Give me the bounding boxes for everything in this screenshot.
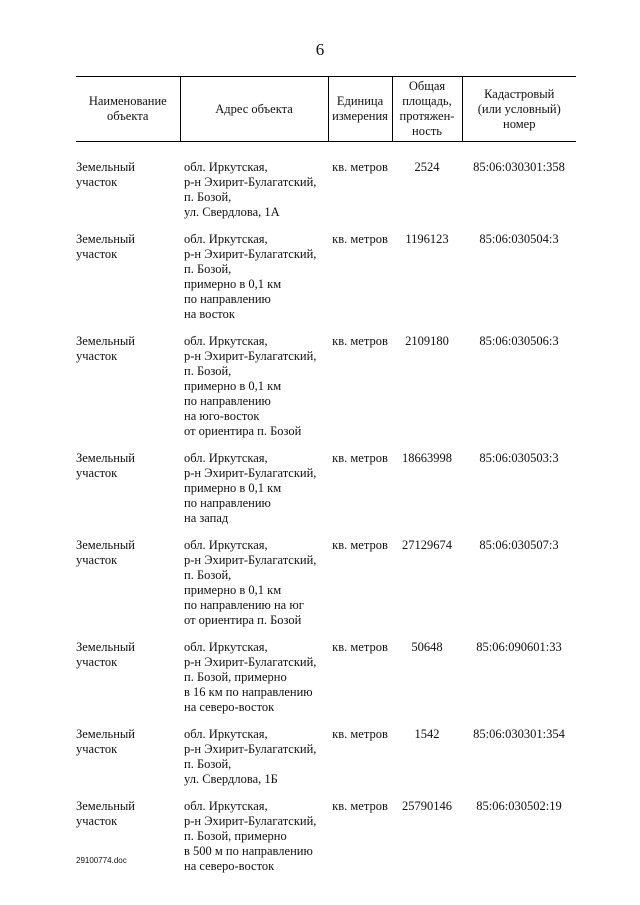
address-cell-line: на юго-восток — [184, 409, 260, 423]
address-cell-line: р-н Эхирит-Булагатский, — [184, 466, 317, 480]
object-name-cell — [76, 799, 180, 886]
area-cell: 18663998 — [402, 451, 452, 465]
header-address — [180, 77, 328, 142]
header-line: площадь, — [402, 94, 452, 108]
address-cell — [180, 538, 328, 640]
footer-doc-name: 29100774.doc — [76, 856, 127, 865]
area-cell: 1542 — [414, 727, 440, 741]
address-cell-line: р-н Эхирит-Булагатский, — [184, 349, 317, 363]
address-cell-line: в 500 м по направлению — [184, 844, 313, 858]
cadastral-number-cell: 85:06:030507:3 — [479, 538, 559, 552]
address-cell-line: обл. Иркутская, — [184, 334, 268, 348]
object-name-cell — [76, 451, 180, 538]
table-row — [76, 538, 576, 640]
address-cell-line: ул. Свердлова, 1А — [184, 205, 280, 219]
address-cell-line: ул. Свердлова, 1Б — [184, 772, 278, 786]
address-cell-line: р-н Эхирит-Булагатский, — [184, 247, 317, 261]
unit-cell: кв. метров — [332, 538, 388, 552]
page-number: 6 — [315, 40, 325, 59]
header-row — [76, 77, 576, 142]
cadastral-number-cell: 85:06:090601:33 — [476, 640, 562, 654]
table-row — [76, 142, 576, 233]
address-cell-line: на запад — [184, 511, 229, 525]
address-cell-line: по направлению — [184, 496, 271, 510]
table-row — [76, 640, 576, 727]
address-cell — [180, 451, 328, 538]
header-line: Кадастровый — [484, 86, 555, 101]
address-cell-line: обл. Иркутская, — [184, 640, 268, 654]
header-line: ность — [412, 124, 442, 138]
unit-cell: кв. метров — [332, 232, 388, 246]
area-cell: 50648 — [411, 640, 443, 654]
header-line: Общая — [408, 79, 446, 93]
object-name-cell-line: участок — [76, 349, 118, 363]
address-cell — [180, 727, 328, 799]
table-header — [76, 77, 576, 142]
unit-cell: кв. метров — [332, 640, 388, 654]
object-name-cell-line: Земельный — [76, 640, 135, 654]
cadastral-number-cell: 85:06:030504:3 — [479, 232, 559, 246]
table-row — [76, 727, 576, 799]
object-name-cell — [76, 232, 180, 334]
object-name-cell-line: Земельный — [76, 727, 135, 741]
table-row — [76, 451, 576, 538]
header-line: Единица — [336, 94, 384, 108]
address-cell-line: обл. Иркутская, — [184, 799, 268, 813]
address-cell — [180, 334, 328, 451]
land-plots-table — [76, 76, 576, 886]
address-cell-line: обл. Иркутская, — [184, 232, 268, 246]
object-name-cell — [76, 334, 180, 451]
object-name-cell — [76, 727, 180, 799]
address-cell-line: р-н Эхирит-Булагатский, — [184, 175, 317, 189]
address-cell-line: примерно в 0,1 км — [184, 277, 282, 291]
address-cell — [180, 640, 328, 727]
unit-cell: кв. метров — [332, 334, 388, 348]
address-cell-line: примерно в 0,1 км — [184, 481, 282, 495]
address-cell-line: р-н Эхирит-Булагатский, — [184, 553, 317, 567]
address-cell-line: примерно в 0,1 км — [184, 583, 282, 597]
address-cell — [180, 142, 328, 233]
object-name-cell — [76, 142, 180, 233]
object-name-cell-line: участок — [76, 742, 118, 756]
address-cell-line: р-н Эхирит-Булагатский, — [184, 742, 317, 756]
address-cell-line: на северо-восток — [184, 859, 275, 873]
unit-cell: кв. метров — [332, 799, 388, 813]
header-cadastral — [462, 77, 576, 142]
address-cell — [180, 232, 328, 334]
address-cell-line: обл. Иркутская, — [184, 451, 268, 465]
address-cell-line: по направлению — [184, 292, 271, 306]
address-cell-line: обл. Иркутская, — [184, 160, 268, 174]
header-line: номер — [503, 116, 536, 131]
area-cell: 25790146 — [402, 799, 452, 813]
address-cell-line: п. Бозой, — [184, 190, 232, 204]
address-cell-line: от ориентира п. Бозой — [184, 424, 302, 438]
header-area — [392, 77, 462, 142]
address-cell — [180, 799, 328, 886]
area-cell: 2109180 — [405, 334, 449, 348]
object-name-cell — [76, 538, 180, 640]
area-cell: 1196123 — [405, 232, 449, 246]
area-cell: 27129674 — [402, 538, 452, 552]
cadastral-number-cell: 85:06:030301:354 — [473, 727, 565, 741]
object-name-cell — [76, 640, 180, 727]
address-cell-line: р-н Эхирит-Булагатский, — [184, 814, 317, 828]
object-name-cell-line: Земельный — [76, 232, 135, 246]
table-row — [76, 799, 576, 886]
header-line: Адрес объекта — [215, 101, 293, 116]
address-cell-line: п. Бозой, примерно — [184, 670, 287, 684]
address-cell-line: на восток — [184, 307, 235, 321]
address-cell-line: от ориентира п. Бозой — [184, 613, 302, 627]
address-cell-line: в 16 км по направлению — [184, 685, 313, 699]
address-cell-line: по направлению — [184, 394, 271, 408]
address-cell-line: п. Бозой, примерно — [184, 829, 287, 843]
object-name-cell-line: участок — [76, 247, 118, 261]
object-name-cell-line: Земельный — [76, 334, 135, 348]
cadastral-number-cell: 85:06:030301:358 — [473, 160, 565, 174]
unit-cell: кв. метров — [332, 160, 388, 174]
address-cell-line: на северо-восток — [184, 700, 275, 714]
cadastral-number-cell: 85:06:030502:19 — [476, 799, 562, 813]
area-cell: 2524 — [414, 160, 440, 174]
object-name-cell-line: участок — [76, 655, 118, 669]
cadastral-number-cell: 85:06:030503:3 — [479, 451, 559, 465]
address-cell-line: обл. Иркутская, — [184, 538, 268, 552]
table-row — [76, 334, 576, 451]
header-line: объекта — [107, 109, 149, 123]
object-name-cell-line: Земельный — [76, 538, 135, 552]
address-cell-line: п. Бозой, — [184, 757, 232, 771]
address-cell-line: по направлению на юг — [184, 598, 304, 612]
address-cell-line: р-н Эхирит-Булагатский, — [184, 655, 317, 669]
object-name-cell-line: участок — [76, 814, 118, 828]
address-cell-line: примерно в 0,1 км — [184, 379, 282, 393]
header-line: (или условный) — [477, 101, 561, 116]
header-line: измерения — [332, 109, 388, 123]
unit-cell: кв. метров — [332, 727, 388, 741]
object-name-cell-line: Земельный — [76, 451, 135, 465]
header-line: протяжен- — [399, 109, 455, 123]
object-name-cell-line: Земельный — [76, 160, 135, 174]
header-name — [76, 77, 180, 142]
header-line: Наименование — [88, 94, 167, 108]
address-cell-line: обл. Иркутская, — [184, 727, 268, 741]
address-cell-line: п. Бозой, — [184, 364, 232, 378]
header-unit — [328, 77, 392, 142]
address-cell-line: п. Бозой, — [184, 568, 232, 582]
table-row — [76, 232, 576, 334]
unit-cell: кв. метров — [332, 451, 388, 465]
cadastral-number-cell: 85:06:030506:3 — [479, 334, 559, 348]
object-name-cell-line: Земельный — [76, 799, 135, 813]
object-name-cell-line: участок — [76, 466, 118, 480]
object-name-cell-line: участок — [76, 175, 118, 189]
address-cell-line: п. Бозой, — [184, 262, 232, 276]
table-body — [76, 142, 576, 887]
object-name-cell-line: участок — [76, 553, 118, 567]
